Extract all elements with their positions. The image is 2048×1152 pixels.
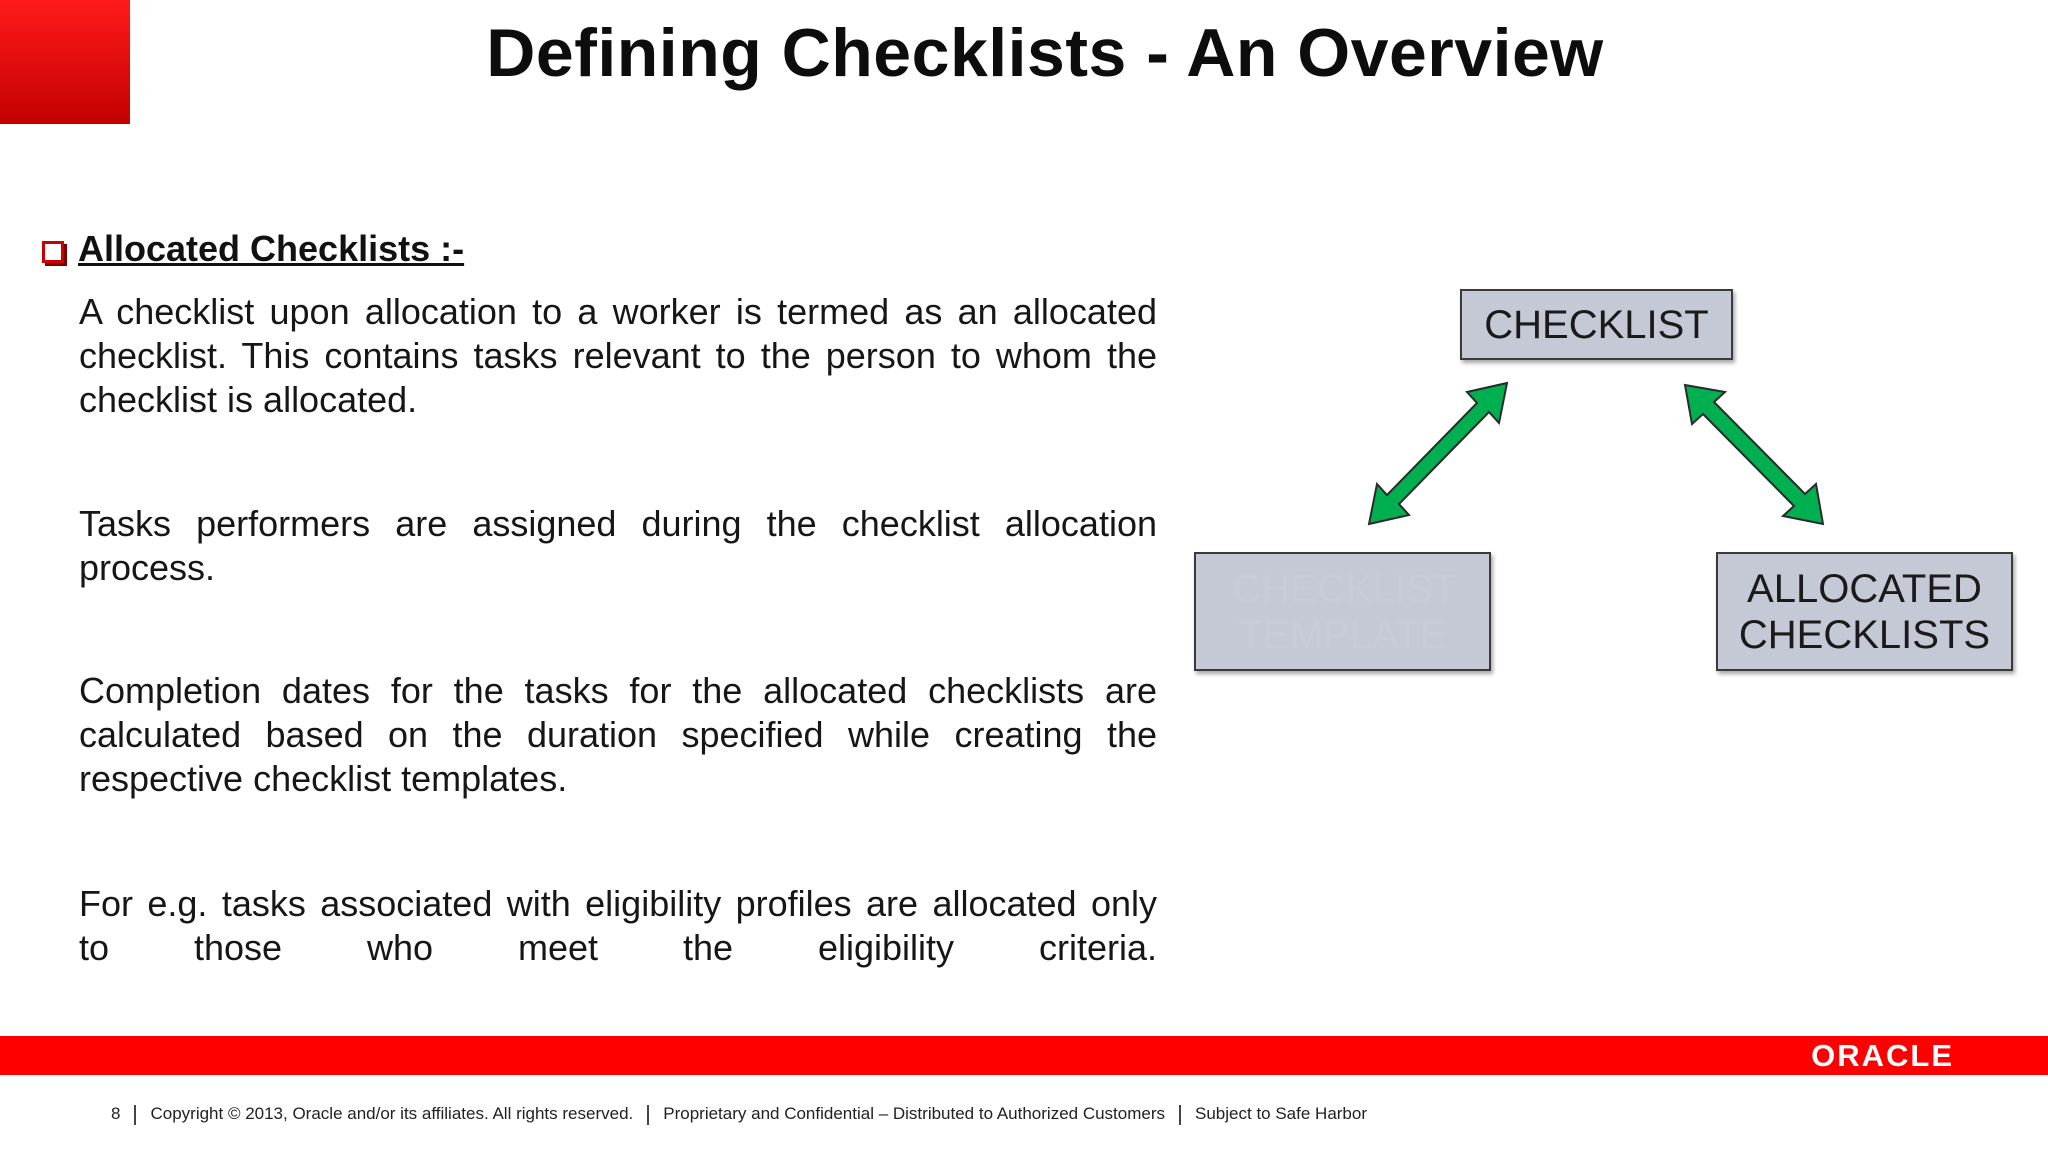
safe-harbor-text: Subject to Safe Harbor bbox=[1195, 1104, 1367, 1123]
footer-red-bar bbox=[0, 1036, 2048, 1075]
double-arrow-left bbox=[1369, 383, 1507, 524]
confidential-text: Proprietary and Confidential – Distributed to Authorized Customers bbox=[663, 1104, 1166, 1123]
paragraph-completion-dates: Completion dates for the tasks for the allocated checklists are calculated based on the duration specified while creating the respective checklist templates. bbox=[79, 670, 1157, 799]
allocated-checklists-label-line2: CHECKLISTS bbox=[1738, 612, 1991, 657]
checklist-template-label: CHECKLIST TEMPLATE bbox=[1232, 566, 1457, 657]
checklist-box-label: CHECKLIST bbox=[1484, 302, 1709, 347]
section-heading: Allocated Checklists :- bbox=[78, 228, 465, 269]
page-number: 8 bbox=[111, 1104, 121, 1123]
footer-divider bbox=[1179, 1105, 1181, 1125]
paragraph-allocation: A checklist upon allocation to a worker is termed as an allocated checklist. This contains tasks relevant to the person to whom the checklist is allocated. bbox=[79, 291, 1157, 420]
oracle-logo: ORACLE bbox=[1811, 1038, 1954, 1073]
copyright-text: Copyright © 2013, Oracle and/or its affiliates. All rights reserved. bbox=[150, 1104, 634, 1123]
checklist-box bbox=[1460, 289, 1733, 360]
double-arrow-right bbox=[1685, 385, 1823, 524]
footer-info bbox=[111, 1104, 1367, 1125]
paragraph-performers: Tasks performers are assigned during the checklist allocation process. bbox=[79, 503, 1157, 588]
checklist-template-box bbox=[1194, 552, 1491, 671]
footer-divider bbox=[134, 1105, 136, 1125]
allocated-checklists-label-line1: ALLOCATED bbox=[1747, 566, 1982, 611]
footer-divider bbox=[647, 1105, 649, 1125]
paragraph-eligibility: For e.g. tasks associated with eligibility profiles are allocated only to those who meet the eligibility criteria. bbox=[79, 883, 1157, 968]
slide-title: Defining Checklists - An Overview bbox=[486, 15, 1604, 91]
allocated-checklists-box bbox=[1716, 552, 2013, 671]
